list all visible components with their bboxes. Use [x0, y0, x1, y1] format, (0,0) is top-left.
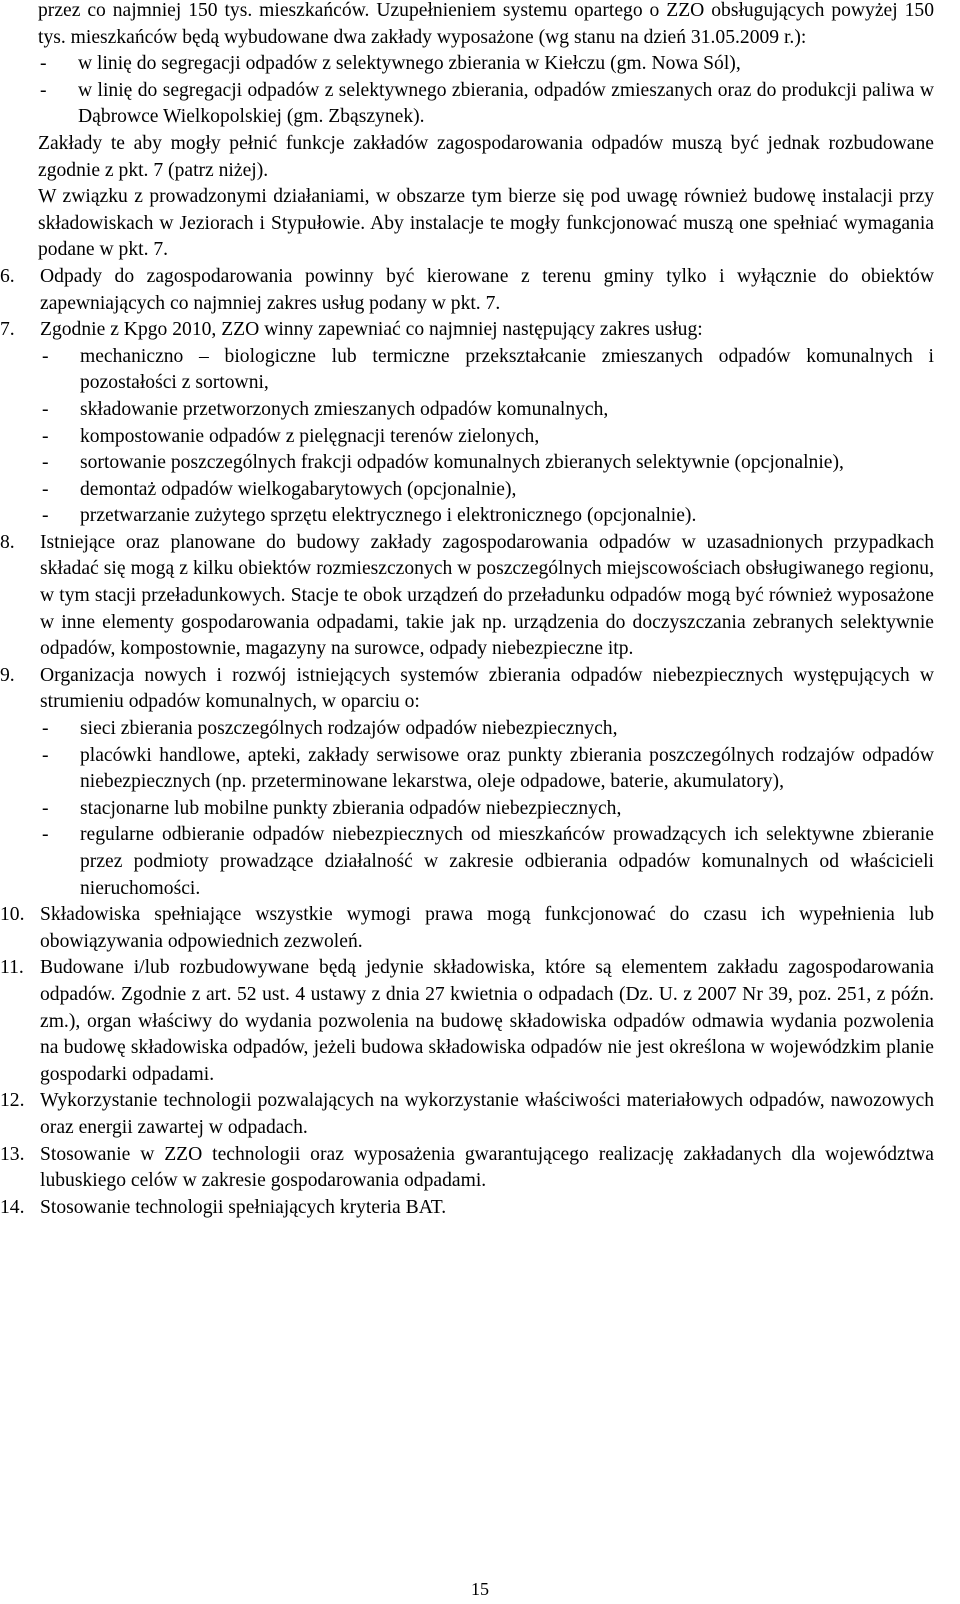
list-item — [0, 663, 934, 902]
intro-bullet-list — [0, 51, 934, 131]
list-item-text: Organizacja nowych i rozwój istniejących systemów zbierania odpadów niebezpiecznych występujących w strumieniu odpadów komunalnych, w oparciu o: — [40, 664, 934, 713]
sub-bullet-list — [2, 344, 934, 530]
list-item-text: Stosowanie w ZZO technologii oraz wyposażenia gwarantującego realizację zakładanych dla województwa lubuskiego celów w zakresie gospodarowania odpadami. — [40, 1143, 934, 1192]
sub-bullet: - składowanie przetworzonych zmieszanych odpadów komunalnych, — [2, 397, 934, 424]
list-item-number: 11. — [0, 957, 24, 979]
list-item-number: 14. — [0, 1196, 25, 1218]
list-item — [0, 1195, 934, 1222]
intro-bullet: - w linię do segregacji odpadów z selektywnego zbierania w Kiełczu (gm. Nowa Sól), — [0, 51, 934, 78]
list-item-text: Zgodnie z Kpgo 2010, ZZO winny zapewniać co najmniej następujący zakres usług: — [40, 319, 703, 341]
sub-bullet: - sortowanie poszczególnych frakcji odpadów komunalnych zbieranych selektywnie (opcjonalnie), — [2, 450, 934, 477]
sub-bullet: - demontaż odpadów wielkogabarytowych (opcjonalnie), — [2, 477, 934, 504]
list-item-text: Stosowanie technologii spełniających kryteria BAT. — [40, 1196, 447, 1218]
list-item — [0, 1088, 934, 1141]
sub-bullet: - sieci zbierania poszczególnych rodzajów odpadów niebezpiecznych, — [2, 716, 934, 743]
list-item — [0, 317, 934, 530]
list-item-number: 12. — [0, 1090, 25, 1112]
list-item-number: 10. — [0, 904, 25, 926]
list-item-number: 6. — [0, 265, 15, 287]
intro-after-paragraph: Zakłady te aby mogły pełnić funkcje zakładów zagospodarowania odpadów muszą być jednak rozbudowane zgodnie z pkt. 7 (patrz niżej). — [38, 132, 934, 181]
list-item — [0, 902, 934, 955]
sub-bullet: - placówki handlowe, apteki, zakłady serwisowe oraz punkty zbierania poszczególnych rodzajów odpadów niebezpiecznych (np. przeterminowane lekarstwa, oleje odpadowe, baterie, akumulatory), — [2, 743, 934, 796]
list-item-number: 7. — [0, 319, 15, 341]
list-item-text: Istniejące oraz planowane do budowy zakłady zagospodarowania odpadów w uzasadnionych przypadkach składać się mogą z kilku obiektów rozmieszczonych w poszczególnych miejscowościach obsługiwanego regionu, w tym stacji przeładunkowych. Stacje te obok urządzeń do przeładunku odpadów mogą być również wyposażone w inne elementy gospodarowania odpadami, takie jak np. urządzenia do doczyszczania zebranych selektywnie odpadów, kompostownie, magazyny na surowce, odpady niebezpieczne itp. — [40, 531, 934, 660]
list-item — [0, 1142, 934, 1195]
intro-bullet: - w linię do segregacji odpadów z selektywnego zbierania, odpadów zmieszanych oraz do produkcji paliwa w Dąbrowce Wielkopolskiej (gm. Zbąszynek). — [0, 78, 934, 131]
intro-after-paragraph: W związku z prowadzonymi działaniami, w obszarze tym bierze się pod uwagę również budowę instalacji przy składowiskach w Jeziorach i Stypułowie. Aby instalacje te mogły funkcjonować muszą one spełniać wymagania podane w pkt. 7. — [38, 186, 934, 261]
sub-bullet: - regularne odbieranie odpadów niebezpiecznych od mieszkańców prowadzących ich selektywne zbieranie przez podmioty prowadzące działalność w zakresie odbierania odpadów komunalnych od właścicieli nieruchomości. — [2, 822, 934, 902]
list-item-text: Wykorzystanie technologii pozwalających na wykorzystanie właściwości materiałowych odpadów, nawozowych oraz energii zawartej w odpadach. — [40, 1090, 934, 1138]
sub-bullet-list — [2, 716, 934, 902]
sub-bullet: - kompostowanie odpadów z pielęgnacji terenów zielonych, — [2, 424, 934, 451]
list-item-text: Budowane i/lub rozbudowywane będą jedynie składowiska, które są elementem zakładu zagospodarowania odpadów. Zgodnie z art. 52 ust. 4 ustawy z dnia 27 kwietnia o odpadach (Dz. U. z 2007 Nr 39, poz. 251, z późn. zm.), organ właściwy do wydania pozwolenia na budowę składowiska odpadów odmawia wydania pozwolenia na budowę składowiska odpadów, jeżeli budowa składowiska odpadów nie jest określona w wojewódzkim planie gospodarki odpadami. — [40, 957, 934, 1085]
list-item — [0, 530, 934, 663]
list-item-text: Odpady do zagospodarowania powinny być kierowane z terenu gminy tylko i wyłącznie do obiektów zapewniających co najmniej zakres usług podany w pkt. 7. — [40, 265, 934, 314]
list-item-text: Składowiska spełniające wszystkie wymogi prawa mogą funkcjonować do czasu ich wypełnienia lub obowiązywania odpowiednich zezwoleń. — [40, 904, 934, 952]
numbered-list — [0, 264, 934, 1221]
sub-bullet: - mechaniczno – biologiczne lub termiczne przekształcanie zmieszanych odpadów komunalnych i pozostałości z sortowni, — [2, 344, 934, 397]
intro-paragraph: przez co najmniej 150 tys. mieszkańców. Uzupełnieniem systemu opartego o ZZO obsługujących powyżej 150 tys. mieszkańców będą wybudowane dwa zakłady wyposażone (wg stanu na dzień 31.05.2009 r.): — [38, 0, 934, 48]
list-item-number: 13. — [0, 1143, 25, 1165]
sub-bullet: - przetwarzanie zużytego sprzętu elektrycznego i elektronicznego (opcjonalnie). — [2, 503, 934, 530]
list-item — [0, 264, 934, 317]
list-item-number: 9. — [0, 664, 15, 686]
list-item — [0, 955, 934, 1088]
sub-bullet: - stacjonarne lub mobilne punkty zbierania odpadów niebezpiecznych, — [2, 796, 934, 823]
page-number: 15 — [471, 1579, 489, 1599]
list-item-number: 8. — [0, 531, 15, 553]
